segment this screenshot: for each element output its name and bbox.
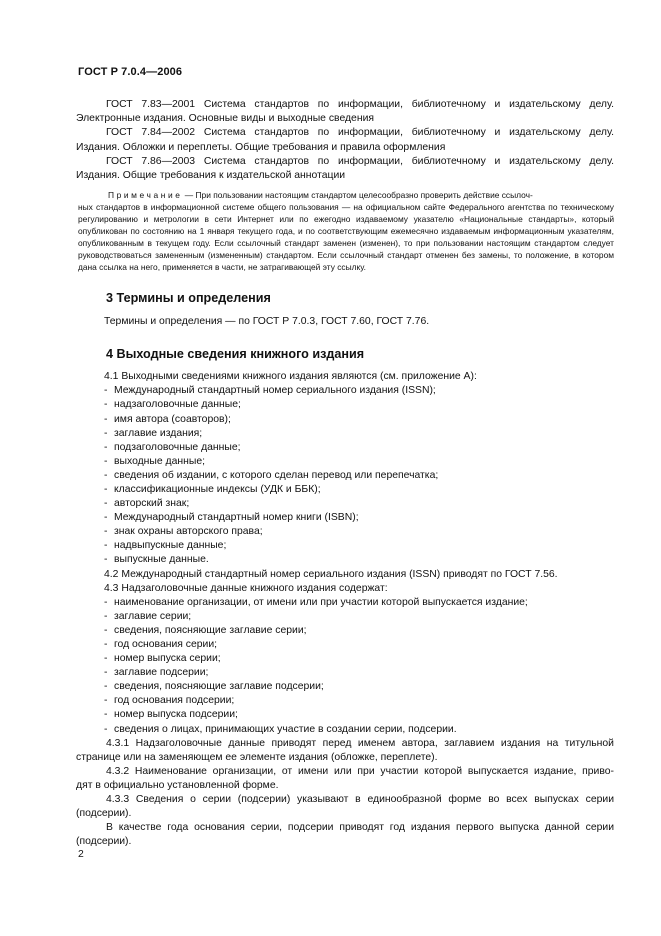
list-dash: - (104, 483, 108, 495)
list-item-text: заглавие подсерии; (114, 667, 209, 679)
reference-item: ГОСТ 7.86—2003 Система стандартов по информации, библиотечному и издательскому делу. Издания. Общие требования к издательской аннотации (76, 155, 614, 182)
section-3 (106, 291, 614, 329)
list-dash: - (104, 413, 108, 425)
section-4 (76, 347, 614, 849)
list-item (104, 441, 614, 455)
list-dash: - (104, 554, 108, 566)
list-dash: - (104, 639, 108, 650)
list-item (104, 398, 614, 412)
list-item-text: знак охраны авторского права; (114, 526, 263, 538)
list-item (104, 610, 614, 624)
note-label: Примечание (108, 190, 183, 201)
list-dash: - (104, 427, 108, 439)
list-dash: - (104, 512, 108, 524)
section-3-body: Термины и определения — по ГОСТ Р 7.0.3, ГОСТ 7.60, ГОСТ 7.76. (104, 316, 430, 328)
note-line1: — При пользовании настоящим стандартом целесообразно проверить действие ссылоч- (182, 190, 533, 201)
list-dash: - (104, 709, 108, 721)
page-number: 2 (78, 849, 84, 860)
list-item (104, 469, 614, 483)
list-item-text: сведения, поясняющие заглавие подсерии; (114, 681, 324, 693)
list-dash: - (104, 681, 108, 693)
series-data-list (106, 596, 614, 737)
list-item (104, 455, 614, 469)
list-item (104, 427, 614, 441)
list-dash: - (104, 540, 108, 552)
list-dash: - (104, 695, 108, 707)
list-item-text: год основания подсерии; (114, 695, 235, 707)
list-item-text: надзаголовочные данные; (114, 399, 241, 411)
list-item (104, 694, 614, 708)
list-dash: - (104, 667, 108, 679)
list-item (104, 708, 614, 722)
list-item-text: номер выпуска серии; (114, 653, 221, 665)
list-item (104, 483, 614, 497)
list-dash: - (104, 455, 108, 467)
list-item (104, 511, 614, 525)
list-item (104, 596, 614, 610)
output-data-list (106, 384, 614, 567)
paragraph-4-3: 4.3 Надзаголовочные данные книжного издания содержат: (104, 582, 388, 594)
note-text: ных стандартов в информационной системе общего пользования — на официальном сайте Федерального агентства по техническому регулированию и метрологии в сети Интернет или по ежегодно издаваемому указателю «Национальные стандарты», который опубликован по состоянию на 1 января текущего года, и по соответствующим ежемесячно издаваемым информационным указателям, опубликованным в текущем году. Если ссылочный стандарт заменен (изменен), то при пользовании настоящим стандартом следует руководствоваться замененным (измененным) стандартом. Если ссылочный стандарт отменен без замены, то положение, в котором дана ссылка на него, применяется в части, не затрагивающей эту ссылку. (78, 202, 614, 273)
list-dash: - (104, 498, 108, 510)
page-content (76, 98, 614, 849)
list-dash: - (104, 526, 108, 538)
list-item (104, 652, 614, 666)
list-item-text: сведения о лицах, принимающих участие в создании серии, подсерии. (114, 723, 457, 735)
list-item-text: Международный стандартный номер сериального издания (ISSN); (114, 385, 436, 397)
list-dash: - (104, 385, 108, 397)
list-item (104, 680, 614, 694)
list-dash: - (104, 399, 108, 411)
list-item (104, 497, 614, 511)
list-item-text: выходные данные; (114, 455, 206, 467)
paragraph-4-3-1: 4.3.1 Надзаголовочные данные приводят перед именем автора, заглавием издания на титульной странице или на заменяющем ее элементе издания (обложке, переплете). (76, 737, 614, 763)
list-item-text: сведения, поясняющие заглавие серии; (114, 624, 307, 636)
paragraph-4-3-4: В качестве года основания серии, подсерии приводят год издания первого выпуска данной серии (подсерии). (76, 822, 614, 848)
list-item (104, 638, 614, 652)
list-dash: - (104, 469, 108, 481)
list-dash: - (104, 653, 108, 665)
paragraph-4-3-2: 4.3.2 Наименование организации, от имени или при участии которой выпускается издание, приво- дят в официально установленной форме. (76, 765, 614, 791)
list-dash: - (104, 624, 108, 636)
section-3-title: 3 Термины и определения (106, 291, 271, 306)
list-item-text: Международный стандартный номер книги (ISBN); (114, 512, 359, 524)
list-item-text: номер выпуска подсерии; (114, 709, 238, 721)
list-dash: - (104, 723, 108, 735)
normative-references (76, 98, 614, 183)
list-item (104, 624, 614, 638)
list-item-text: заглавие серии; (114, 610, 192, 622)
paragraph-4-3-3: 4.3.3 Сведения о серии (подсерии) указывают в единообразной форме во всех выпусках серии (подсерии). (76, 794, 614, 820)
note-block (78, 189, 614, 273)
list-dash: - (104, 610, 108, 622)
list-item-text: заглавие издания; (114, 427, 203, 439)
list-item-text: сведения об издании, с которого сделан перевод или перепечатка; (114, 469, 439, 481)
document-header: ГОСТ Р 7.0.4—2006 (78, 66, 183, 78)
list-item-text: год основания серии; (114, 639, 218, 650)
list-item-text: авторский знак; (114, 498, 190, 510)
list-item (104, 525, 614, 539)
list-item-text: выпускные данные. (114, 554, 209, 566)
paragraph-4-2: 4.2 Международный стандартный номер сериального издания (ISSN) приводят по ГОСТ 7.56. (104, 568, 558, 580)
list-dash: - (104, 441, 108, 453)
section-4-title: 4 Выходные сведения книжного издания (106, 347, 365, 362)
list-item (104, 539, 614, 553)
reference-item: ГОСТ 7.83—2001 Система стандартов по информации, библиотечному и издательскому делу. Электронные издания. Основные виды и выходные сведения (76, 99, 614, 125)
list-item-text: наименование организации, от имени или при участии которой выпускается издание; (114, 596, 528, 608)
paragraph-4-1: 4.1 Выходными сведениями книжного издания являются (см. приложение А): (104, 371, 477, 383)
list-item-text: классификационные индексы (УДК и ББК); (114, 483, 321, 495)
list-item (104, 723, 614, 737)
list-item (104, 553, 614, 567)
list-item (104, 666, 614, 680)
list-item-text: имя автора (соавторов); (114, 413, 231, 425)
list-item-text: надвыпускные данные; (114, 540, 227, 552)
list-dash: - (104, 596, 108, 608)
list-item (104, 413, 614, 427)
list-item-text: подзаголовочные данные; (114, 441, 241, 453)
list-item (104, 384, 614, 398)
reference-item: ГОСТ 7.84—2002 Система стандартов по информации, библиотечному и издательскому делу. Издания. Обложки и переплеты. Общие требования и правила оформления (76, 127, 614, 153)
